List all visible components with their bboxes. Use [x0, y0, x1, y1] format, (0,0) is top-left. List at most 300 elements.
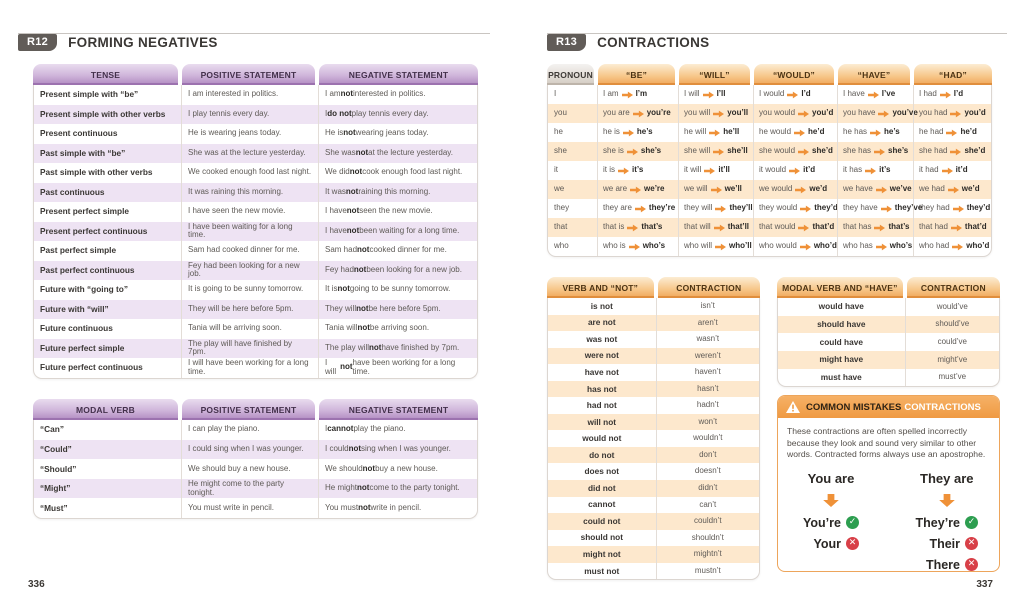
page-right: [547, 0, 1007, 612]
contracted-form: it’d: [803, 165, 816, 175]
contracted-form: we’d: [809, 184, 828, 194]
full-form-cell: should have: [817, 319, 866, 330]
tense-cell: Past simple with other verbs: [40, 167, 153, 178]
contraction-cell: [678, 85, 753, 104]
negative-word: not: [353, 264, 367, 274]
full-form: you will: [684, 108, 711, 118]
section-title: CONTRACTIONS: [597, 35, 710, 50]
table-row: [548, 480, 759, 497]
tense-cell: Past simple with “be”: [40, 147, 126, 158]
tense-cell: “Could”: [40, 443, 72, 454]
contraction-cell: [913, 85, 991, 104]
pronoun-cell: you: [554, 108, 567, 118]
contraction-cell: isn’t: [656, 298, 759, 315]
full-form: it had: [919, 165, 939, 175]
contracted-form: I’d: [801, 89, 811, 99]
table-row: [548, 218, 991, 237]
negative-cell: She was not at the lecture yesterday.: [318, 144, 477, 164]
positive-cell: I play tennis every day.: [181, 105, 318, 125]
table-row: [34, 202, 477, 222]
contraction-cell: didn’t: [656, 480, 759, 497]
tense-negatives-table: [33, 64, 478, 379]
full-form: he had: [919, 127, 944, 137]
contracted-form: she’s: [640, 146, 662, 156]
table-row: [548, 364, 759, 381]
full-form-cell: were not: [584, 350, 619, 361]
positive-cell: I could sing when I was younger.: [181, 440, 318, 460]
contraction-cell: [597, 161, 678, 180]
column-header: POSITIVE STATEMENT: [182, 399, 315, 420]
contracted-form: it’d: [955, 165, 968, 175]
contraction-cell: [913, 142, 991, 161]
table-header-row: [547, 277, 760, 298]
table-row: [34, 124, 477, 144]
common-mistakes-title-bold: COMMON MISTAKES: [806, 401, 902, 413]
negative-word: not: [346, 225, 360, 235]
contraction-cell: won’t: [656, 414, 759, 431]
positive-cell: We cooked enough food last night.: [181, 163, 318, 183]
correct-answer: [803, 516, 859, 530]
contracted-form: I’ve: [881, 89, 896, 99]
contracted-form: we’ll: [724, 184, 742, 194]
negative-word: not: [357, 483, 370, 493]
contraction-cell: [837, 218, 913, 237]
common-mistakes-header: [778, 396, 999, 418]
table-row: [34, 358, 477, 378]
table-row: [548, 397, 759, 414]
full-form-cell: is not: [590, 300, 613, 311]
full-form: they had: [919, 203, 950, 213]
negative-word: not: [348, 444, 362, 454]
table-row: [34, 300, 477, 320]
full-form: it will: [684, 165, 702, 175]
source-phrase: You are: [807, 470, 855, 486]
table-body: [33, 420, 478, 519]
arrow-right-icon: [789, 167, 800, 175]
negative-cell: It was not raining this morning.: [318, 183, 477, 203]
contracted-form: he’s: [884, 127, 900, 137]
column-header: CONTRACTION: [658, 277, 760, 298]
contraction-cell: [837, 142, 913, 161]
table-row: [548, 430, 759, 447]
contraction-cell: hadn’t: [656, 397, 759, 414]
full-form-cell: will not: [587, 416, 617, 427]
full-form: she has: [843, 146, 872, 156]
tense-cell: Future with “going to”: [40, 284, 129, 295]
full-form-cell: are not: [587, 317, 616, 328]
negative-cell: Tania will not be arriving soon.: [318, 319, 477, 339]
contraction-cell: [913, 218, 992, 237]
tense-cell: “Must”: [40, 502, 68, 513]
negative-cell: I do not play tennis every day.: [318, 105, 477, 125]
table-row: [778, 333, 999, 351]
table-row: [34, 144, 477, 164]
full-form: you have: [843, 108, 876, 118]
table-row: [778, 298, 999, 316]
contraction-cell: [913, 161, 991, 180]
contraction-cell: would’ve: [905, 298, 999, 316]
contraction-cell: couldn’t: [656, 513, 759, 530]
common-mistakes-title: [806, 402, 981, 413]
full-form-cell: must not: [584, 565, 620, 576]
negative-cell: They will not be here before 5pm.: [318, 300, 477, 320]
positive-cell: You must write in pencil.: [181, 498, 318, 518]
table-row: [34, 339, 477, 359]
full-form-cell: was not: [586, 333, 618, 344]
contracted-form: who’s: [889, 241, 913, 251]
arrow-right-icon: [715, 205, 726, 213]
contraction-cell: [837, 85, 913, 104]
check-icon: ✓: [965, 516, 978, 529]
arrow-right-icon: [876, 243, 887, 251]
warning-icon: [786, 401, 800, 413]
full-form-cell: has not: [587, 383, 617, 394]
negative-cell: I could not sing when I was younger.: [318, 440, 477, 460]
tense-cell: Present perfect simple: [40, 206, 129, 217]
column-header: TENSE: [33, 64, 178, 85]
tense-cell: Future with “will”: [40, 303, 109, 314]
full-form: they would: [759, 203, 798, 213]
column-header: “WOULD”: [754, 64, 834, 85]
full-form: he will: [684, 127, 707, 137]
contracted-form: he’ll: [723, 127, 740, 137]
contracted-form: who’s: [642, 241, 666, 251]
arrow-right-icon: [714, 224, 725, 232]
arrow-right-icon: [874, 148, 885, 156]
full-form-cell: would have: [818, 301, 864, 312]
contracted-form: she’s: [888, 146, 909, 156]
contraction-cell: [678, 142, 753, 161]
table-row: [548, 563, 759, 580]
arrow-right-icon: [946, 129, 957, 137]
answers: [916, 516, 978, 572]
full-form-cell: could have: [819, 336, 863, 347]
contracted-form: it’ll: [718, 165, 730, 175]
contraction-cell: [597, 199, 678, 218]
tense-cell: Future perfect continuous: [40, 362, 143, 373]
tense-cell: Present continuous: [40, 128, 118, 139]
contraction-cell: [678, 237, 753, 256]
contraction-cell: [913, 104, 991, 123]
table-row: [548, 298, 759, 315]
arrow-right-icon: [623, 129, 634, 137]
contracted-form: he’d: [960, 127, 977, 137]
column-header: NEGATIVE STATEMENT: [319, 64, 478, 85]
full-form-cell: have not: [584, 366, 619, 377]
table-body: [33, 85, 478, 379]
tense-cell: Future perfect simple: [40, 342, 125, 353]
contraction-cell: haven’t: [656, 364, 759, 381]
column-header: “WILL”: [679, 64, 750, 85]
contraction-cell: don’t: [656, 447, 759, 464]
contracted-form: that’ll: [727, 222, 750, 232]
full-form: we had: [919, 184, 945, 194]
negative-word: not: [337, 284, 350, 294]
cross-icon: ✕: [965, 537, 978, 550]
table-row: [548, 123, 991, 142]
arrow-right-icon: [715, 243, 726, 251]
table-row: [548, 331, 759, 348]
negative-cell: The play will not have finished by 7pm.: [318, 339, 477, 359]
contracted-form: he’s: [636, 127, 653, 137]
contracted-form: you’d: [964, 108, 986, 118]
table-row: [548, 447, 759, 464]
arrow-right-icon: [876, 186, 887, 194]
table-row: [548, 104, 991, 123]
column-header: NEGATIVE STATEMENT: [319, 399, 478, 420]
page-number-right: 337: [976, 579, 993, 590]
cross-icon: ✕: [965, 558, 978, 571]
negative-cell: I have not been waiting for a long time.: [318, 222, 477, 242]
tense-cell: “Can”: [40, 424, 64, 435]
contraction-cell: [753, 85, 837, 104]
table-row: [34, 440, 477, 460]
full-form: who has: [843, 241, 873, 251]
modal-have-contractions-table: [777, 277, 1000, 387]
arrow-right-icon: [800, 243, 811, 251]
arrow-down-icon: [823, 494, 839, 507]
full-form: you would: [759, 108, 796, 118]
arrow-right-icon: [940, 91, 951, 99]
table-row: [548, 348, 759, 365]
correct-answer: [916, 516, 978, 530]
full-form: that is: [603, 222, 625, 232]
arrow-right-icon: [874, 224, 885, 232]
table-row: [34, 261, 477, 281]
table-row: [778, 369, 999, 387]
contraction-cell: could’ve: [905, 333, 999, 351]
arrow-right-icon: [950, 148, 961, 156]
column-header: VERB AND “NOT”: [547, 277, 654, 298]
positive-cell: We should buy a new house.: [181, 459, 318, 479]
pronoun-cell: we: [554, 184, 565, 194]
table-row: [34, 163, 477, 183]
pronoun-cell: they: [554, 203, 570, 213]
arrow-right-icon: [622, 91, 633, 99]
column-header: “HAVE”: [838, 64, 910, 85]
contracted-form: that’d: [812, 222, 835, 232]
tense-cell: Present simple with other verbs: [40, 108, 166, 119]
negative-word: not: [358, 502, 371, 512]
arrow-right-icon: [798, 148, 809, 156]
contracted-form: that’s: [888, 222, 910, 232]
full-form-cell: would not: [582, 433, 622, 444]
contraction-cell: can’t: [656, 497, 759, 514]
contracted-form: it’s: [632, 165, 644, 175]
common-mistakes-text: These contractions are often spelled incorrectly because they look and sound very similar to other words. Contracted forms always use an apostrophe.: [787, 426, 986, 460]
table-row: [548, 199, 991, 218]
arrow-right-icon: [951, 224, 962, 232]
contraction-cell: [837, 199, 923, 218]
contraction-cell: [913, 237, 992, 256]
arrow-right-icon: [618, 167, 629, 175]
pronoun-cell: I: [554, 89, 557, 99]
full-form: they are: [603, 203, 632, 213]
negative-cell: I cannot play the piano.: [318, 420, 477, 440]
contracted-form: they’re: [648, 203, 676, 213]
contraction-cell: [597, 104, 678, 123]
table-row: [548, 237, 991, 256]
full-form-cell: does not: [584, 466, 620, 477]
contraction-cell: [837, 180, 913, 199]
arrow-right-icon: [948, 186, 959, 194]
contraction-cell: [597, 123, 678, 142]
contracted-form: we’re: [644, 184, 665, 194]
contraction-cell: [597, 85, 678, 104]
positive-cell: I have been waiting for a long time.: [181, 222, 318, 242]
contraction-cell: [678, 218, 753, 237]
negative-cell: I am not interested in politics.: [318, 85, 477, 105]
arrow-right-icon: [868, 91, 879, 99]
contracted-form: that’d: [964, 222, 987, 232]
negative-cell: He might not come to the party tonight.: [318, 479, 477, 499]
tense-cell: Present perfect continuous: [40, 225, 148, 236]
contracted-form: you’re: [646, 108, 671, 118]
contraction-cell: mustn’t: [656, 563, 759, 580]
full-form: you are: [603, 108, 630, 118]
table-row: [548, 85, 991, 104]
contraction-cell: [837, 237, 913, 256]
pronoun-cell: who: [554, 241, 569, 251]
arrow-right-icon: [711, 186, 722, 194]
arrow-right-icon: [635, 205, 646, 213]
full-form: we would: [759, 184, 793, 194]
positive-cell: Sam had cooked dinner for me.: [181, 241, 318, 261]
full-form: they have: [843, 203, 878, 213]
arrow-right-icon: [950, 110, 961, 118]
page-left: [18, 0, 490, 612]
tense-cell: Past perfect continuous: [40, 264, 135, 275]
positive-cell: I have seen the new movie.: [181, 202, 318, 222]
full-form-cell: cannot: [588, 499, 616, 510]
wrong-word: There: [925, 557, 960, 572]
full-form-cell: must have: [820, 372, 862, 383]
table-row: [548, 161, 991, 180]
contraction-cell: wasn’t: [656, 331, 759, 348]
full-form: that will: [684, 222, 711, 232]
contracted-form: who’d: [813, 241, 837, 251]
pronoun-contractions-table: [547, 64, 992, 257]
arrow-right-icon: [798, 110, 809, 118]
negative-cell: He is not wearing jeans today.: [318, 124, 477, 144]
section-badge: R12: [18, 34, 57, 51]
contraction-cell: [678, 161, 753, 180]
arrow-right-icon: [794, 129, 805, 137]
column-header: “BE”: [598, 64, 675, 85]
negative-word: not: [343, 128, 356, 138]
contracted-form: she’d: [964, 146, 986, 156]
arrow-right-icon: [952, 243, 963, 251]
arrow-right-icon: [795, 186, 806, 194]
contracted-form: they’d: [814, 203, 838, 213]
arrow-down-icon: [939, 494, 955, 507]
full-form: she would: [759, 146, 796, 156]
tense-cell: Past continuous: [40, 186, 105, 197]
negative-word: not: [345, 186, 359, 196]
contraction-cell: [753, 142, 837, 161]
positive-cell: She was at the lecture yesterday.: [181, 144, 318, 164]
positive-cell: I am interested in politics.: [181, 85, 318, 105]
contraction-cell: [597, 237, 678, 256]
full-form-cell: should not: [580, 532, 623, 543]
contraction-cell: doesn’t: [656, 463, 759, 480]
wrong-answer: [929, 537, 978, 551]
table-row: [548, 381, 759, 398]
tense-cell: Future continuous: [40, 323, 113, 334]
full-form: we are: [603, 184, 628, 194]
arrow-right-icon: [704, 167, 715, 175]
table-header-row: [33, 399, 478, 420]
table-body: [547, 85, 992, 257]
contraction-cell: [753, 161, 837, 180]
full-form: I will: [684, 89, 700, 99]
contracted-form: I’d: [953, 89, 964, 99]
table-row: [34, 280, 477, 300]
wrong-answer: [926, 558, 978, 572]
positive-cell: The play will have finished by 7pm.: [181, 339, 318, 359]
section-title: FORMING NEGATIVES: [68, 35, 218, 50]
full-form: I had: [919, 89, 937, 99]
contraction-cell: [913, 180, 991, 199]
full-form: who will: [684, 241, 713, 251]
negative-word: not: [357, 323, 370, 333]
table-row: [34, 105, 477, 125]
contraction-cell: [837, 123, 913, 142]
full-form: he has: [843, 127, 868, 137]
negative-cell: I have not seen the new movie.: [318, 202, 477, 222]
table-row: [548, 497, 759, 514]
contraction-cell: [678, 199, 753, 218]
contraction-cell: [753, 218, 837, 237]
full-form-cell: did not: [587, 482, 616, 493]
contraction-cell: [678, 123, 753, 142]
negative-word: not: [357, 245, 370, 255]
arrow-right-icon: [798, 224, 809, 232]
table-row: [34, 241, 477, 261]
full-form-cell: do not: [589, 449, 615, 460]
contracted-form: we’ve: [889, 184, 912, 194]
contraction-cell: [837, 104, 918, 123]
negative-cell: Fey had not been looking for a new job.: [318, 261, 477, 281]
full-form: she will: [684, 146, 711, 156]
contracted-form: they’ll: [729, 203, 753, 213]
contraction-cell: might’ve: [905, 351, 999, 369]
full-form: he would: [759, 127, 792, 137]
full-form: I would: [759, 89, 785, 99]
mistake-example: [803, 471, 859, 572]
contraction-cell: [678, 104, 753, 123]
column-header: CONTRACTION: [907, 277, 1000, 298]
contracted-form: we’d: [961, 184, 980, 194]
common-mistakes-box: [777, 395, 1000, 572]
full-form: it would: [759, 165, 787, 175]
contraction-cell: weren’t: [656, 348, 759, 365]
table-header-row: [547, 64, 992, 85]
contracted-form: I’ll: [716, 89, 726, 99]
tense-cell: “Should”: [40, 463, 77, 474]
full-form: we will: [684, 184, 708, 194]
full-form-cell: had not: [586, 400, 617, 411]
pronoun-cell: she: [554, 146, 567, 156]
modal-negatives-table: [33, 399, 478, 519]
table-row: [34, 319, 477, 339]
arrow-right-icon: [703, 91, 714, 99]
table-header-row: [777, 277, 1000, 298]
contraction-cell: [753, 123, 837, 142]
full-form-cell: could not: [583, 515, 621, 526]
arrow-right-icon: [870, 129, 881, 137]
column-header: “HAD”: [914, 64, 992, 85]
